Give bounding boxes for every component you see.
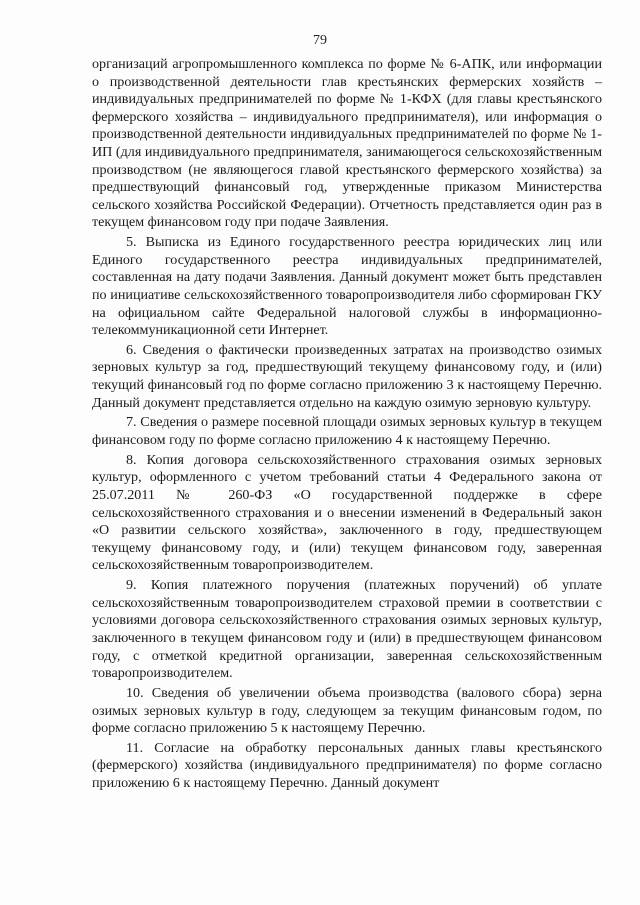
paragraph-item-5: 5. Выписка из Единого государственного реестра юридических лиц или Единого государственного реестра индивидуальных предпринимателей, составленная на дату подачи Заявления. Данный документ может быть представлен по инициативе сельскохозяйственного товаропроизводителя либо сформирован ГКУ на официальном сайте Федеральной налоговой службы в информационно-телекоммуникационной сети Интернет.: [92, 234, 602, 339]
document-body: [92, 56, 602, 795]
paragraph-item-9: 9. Копия платежного поручения (платежных поручений) об уплате сельскохозяйственным товаропроизводителем страховой премии в соответствии с условиями договора сельскохозяйственного страхования озимых зерновых культур, заключенного в текущем финансовом году и (или) в предшествующем финансовом году, с отметкой кредитной организации, заверенная сельскохозяйственным товаропроизводителем.: [92, 577, 602, 682]
paragraph-item-8: 8. Копия договора сельскохозяйственного страхования озимых зерновых культур, оформленного с учетом требований статьи 4 Федерального закона от 25.07.2011 № 260-ФЗ «О государственной поддержке в сфере сельскохозяйственного страхования и о внесении изменений в Федеральный закон «О развитии сельского хозяйства», заключенного в году, предшествующем текущему финансовому году, и (или) текущем финансовом году, заверенная сельскохозяйственным товаропроизводителем.: [92, 451, 602, 574]
page-number: 79: [313, 33, 327, 48]
paragraph-item-6: 6. Сведения о фактически произведенных затратах на производство озимых зерновых культур за год, предшествующий текущему финансовому году, и (или) текущий финансовый год по форме согласно приложению 3 к настоящему Перечню. Данный документ представляется отдельно на каждую озимую зерновую культуру.: [92, 341, 602, 411]
paragraph-item-10: 10. Сведения об увеличении объема производства (валового сбора) зерна озимых зерновых культур в году, следующем за текущим финансовым годом, по форме согласно приложению 5 к настоящему Перечню.: [92, 684, 602, 737]
paragraph-item-7: 7. Сведения о размере посевной площади озимых зерновых культур в текущем финансовом году по форме согласно приложению 4 к настоящему Перечню.: [92, 414, 602, 449]
paragraph-item-11: 11. Согласие на обработку персональных данных главы крестьянского (фермерского) хозяйства (индивидуального предпринимателя) по форме согласно приложению 6 к настоящему Перечню. Данный документ: [92, 739, 602, 792]
paragraph-continued: организаций агропромышленного комплекса по форме № 6-АПК, или информации о производственной деятельности глав крестьянских фермерских хозяйств – индивидуальных предпринимателей по форме № 1-КФХ (для главы крестьянского фермерского хозяйства – индивидуального предпринимателя), или информация о производственной деятельности индивидуальных предпринимателей по форме № 1-ИП (для индивидуального предпринимателя, занимающегося сельскохозяйственным производством (не являющегося главой крестьянского фермерского хозяйства) за предшествующий финансовый год, утвержденные приказом Министерства сельского хозяйства Российской Федерации). Отчетность представляется один раз в текущем финансовом году при подаче Заявления.: [92, 56, 602, 231]
